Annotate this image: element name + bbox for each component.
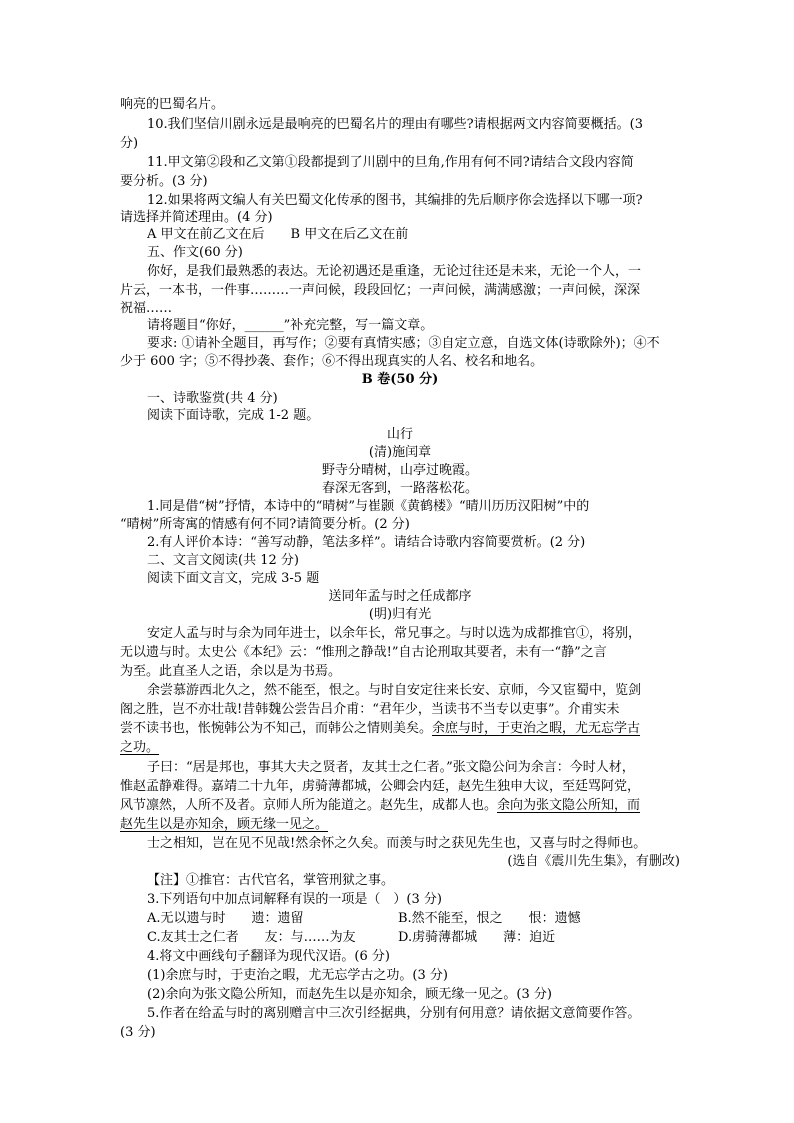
essay-material-line: 片云，一本书，一件事………一声问候，段段回忆；一声问候，满满感激；一声问候，深深 xyxy=(120,283,641,298)
classical-paragraph-line xyxy=(120,719,680,738)
classical-paragraph-line xyxy=(120,815,680,834)
essay-requirements-cont: 少于 600 字；⑤不得抄袭、套作；⑥不得出现真实的人名、校名和地名。 xyxy=(120,354,544,369)
poem-author: (清)施闰章 xyxy=(368,445,432,460)
question-1: 1.同是借“树”抒情，本诗中的“晴树”与崔颢《黄鹤楼》“晴川历历汉阳树”中的 xyxy=(147,499,590,514)
classical-title: 送同年孟与时之任成都序 xyxy=(328,589,472,604)
underlined-sentence-2: 余向为张文隐公所知，而 xyxy=(497,798,641,813)
question-4-part-2: (2)余向为张文隐公所知，而赵先生以是亦知余，顾无缘一见之。(3 分) xyxy=(147,987,552,1002)
classical-paragraph-line: 安定人孟与时与余为同年进士，以余年长，常兄事之。与时以选为成都推官①，将别， xyxy=(147,626,642,641)
question-5: 5.作者在给孟与时的离别赠言中三次引经据典，分别有何用意？请依据文意简要作答。 xyxy=(147,1006,641,1021)
poem-instruction: 阅读下面诗歌，完成 1-2 题。 xyxy=(147,408,320,423)
classical-paragraph-line xyxy=(120,738,680,757)
question-5-cont: (3 分) xyxy=(120,1025,156,1040)
classical-paragraph-line: 士之相知，岂在见不见哉!然余怀之久矣。而羡与时之获见先生也，又喜与时之得师也。 xyxy=(147,836,647,851)
classical-paragraph-line xyxy=(120,796,680,815)
poem-title: 山行 xyxy=(386,427,413,442)
classical-section-heading: 二、文言文阅读(共 12 分) xyxy=(147,553,299,568)
question-12-options: A 甲文在前乙文在后 B 甲文在后乙文在前 xyxy=(147,227,409,242)
classical-paragraph-line: 为至。此直圣人之语，余以是为书焉。 xyxy=(120,664,342,679)
classical-paragraph-line: 余尝慕游西北久之，然不能至，恨之。与时自安定往来长安、京师，今又宦蜀中，览剑 xyxy=(147,683,642,698)
question-3-option-b: B.然不能至，恨之 恨：遗憾 xyxy=(398,911,581,926)
underlined-sentence-1: 余庶与时，于吏治之暇，尤无忘学古 xyxy=(432,721,641,736)
question-11-cont: 要分析。(3 分) xyxy=(120,174,208,189)
question-11: 11.甲文第②段和乙文第①段都提到了川剧中的旦角,作用有何不同?请结合文段内容简 xyxy=(147,155,634,170)
question-10-cont: 分) xyxy=(120,136,139,151)
essay-prompt: 请将题目“你好，______”补充完整，写一篇文章。 xyxy=(147,318,434,333)
essay-requirements: 要求: ①请补全题目，再写作；②要有真情实感；③自定立意，自选文体(诗歌除外)；④不 xyxy=(147,336,660,351)
poem-section-heading: 一、诗歌鉴赏(共 4 分) xyxy=(147,391,278,406)
question-1-cont: “晴树”所寄寓的情感有何不同?请简要分析。(2 分) xyxy=(120,517,410,532)
plain-text: 风节凛然，人所不及者。京师人所为能道之。赵先生，成都人也。 xyxy=(120,798,498,813)
part-b-title: B 卷(50 分) xyxy=(361,372,439,387)
question-3-option-c: C.友其士之仁者 友：与……为友 xyxy=(147,930,356,945)
underlined-sentence-2-cont: 赵先生以是亦知余，顾无缘一见之。 xyxy=(120,817,329,832)
essay-heading: 五、作文(60 分) xyxy=(147,245,243,260)
classical-paragraph-line: 无以遗与时。太史公《本纪》云：“惟刑之静哉!”自古论刑取其要者，未有一“静”之言 xyxy=(120,645,607,660)
question-10: 10.我们坚信川剧永远是最响亮的巴蜀名片的理由有哪些?请根据两文内容简要概括。(3 xyxy=(147,117,643,132)
question-3-option-d: D.虏骑薄都城 薄：迫近 xyxy=(398,930,556,945)
question-2: 2.有人评价本诗：“善写动静，笔法多样”。请结合诗歌内容简要赏析。(2 分) xyxy=(147,535,586,550)
classical-author: (明)归有光 xyxy=(368,607,432,622)
text-source: (选自《震川先生集》，有删改) xyxy=(507,854,680,869)
poem-line: 野寺分晴树，山亭过晚霞。 xyxy=(321,463,478,478)
essay-material-line: 你好，是我们最熟悉的表达。无论初遇还是重逢，无论过往还是未来，无论一个人，一 xyxy=(147,264,642,279)
question-12-cont: 请选择并简述理由。(4 分) xyxy=(120,210,273,225)
question-12: 12.如果将两文编人有关巴蜀文化传承的图书，其编排的先后顺序你会选择以下哪一项? xyxy=(147,193,643,208)
plain-text: 尝不读书也，怅惋韩公为不知己，而韩公之情则美矣。 xyxy=(120,721,433,736)
classical-paragraph-line: 子曰：“居是邦也，事其大夫之贤者，友其士之仁者。”张文隐公问为余言：今时人材， xyxy=(147,760,635,775)
poem-line: 春深无客到，一路落松花。 xyxy=(321,481,478,496)
annotation-note: 【注】①推官：古代官名，掌管刑狱之事。 xyxy=(147,873,395,888)
question-3: 3.下列语句中加点词解释有误的一项是（ ）(3 分) xyxy=(147,892,442,907)
underlined-sentence-1-cont: 之功。 xyxy=(120,740,160,755)
question-4-part-1: (1)余庶与时，于吏治之暇，尤无忘学古之功。(3 分) xyxy=(147,968,448,983)
classical-paragraph-line: 阁之胜，岂不亦壮哉!昔韩魏公尝告吕介甫：“君年少，当读书不当专以吏事”。介甫实未 xyxy=(120,702,620,717)
essay-material-line: 祝福…… xyxy=(120,301,173,316)
classical-paragraph-line: 惟赵孟静难得。嘉靖二十九年，虏骑薄都城，公卿会内廷，赵先生独申大议，至廷骂阿党， xyxy=(120,779,641,794)
classical-instruction: 阅读下面文言文，完成 3-5 题 xyxy=(147,571,320,586)
question-4: 4.将文中画线句子翻译为现代汉语。(6 分) xyxy=(147,949,390,964)
continued-text-line: 响亮的巴蜀名片。 xyxy=(120,97,225,112)
question-3-option-a: A.无以遗与时 遗：遗留 xyxy=(147,911,304,926)
